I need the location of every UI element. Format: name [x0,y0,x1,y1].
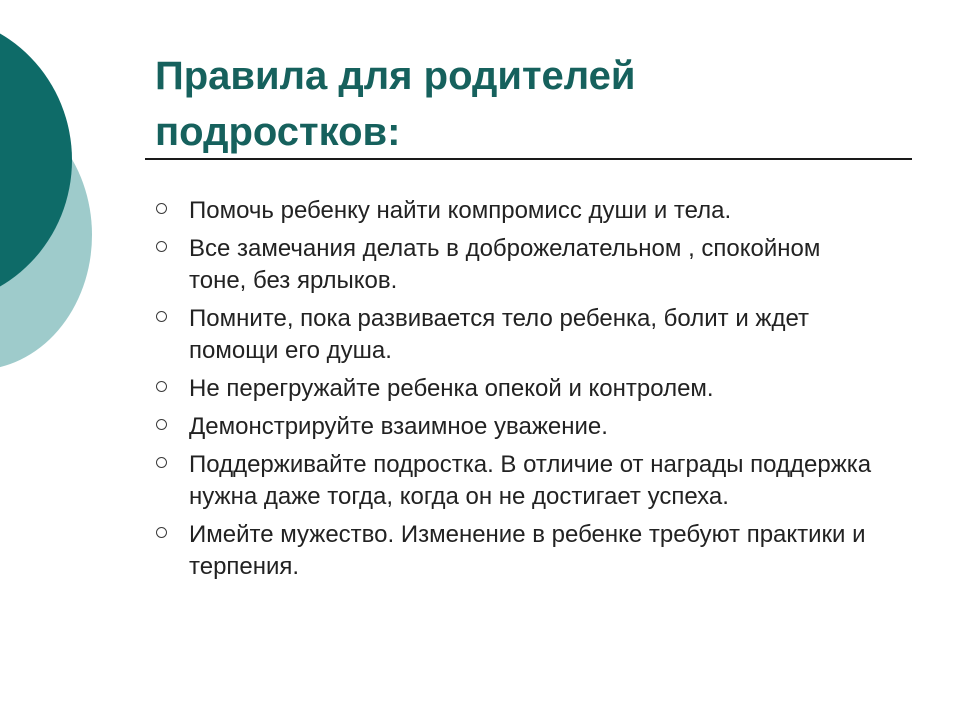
bullet-item-7 [152,519,872,583]
bullet-item-6 [152,449,872,513]
hollow-circle-icon [156,527,167,538]
slide-title [155,48,895,160]
hollow-circle-icon [156,311,167,322]
bullet-text-1: Помочь ребенку найти компромисс души и тела. [189,197,732,224]
bullet-item-2 [152,233,872,297]
bullet-text-2: Все замечания делать в доброжелательном , спокойном тоне, без ярлыков. [189,235,821,294]
hollow-circle-icon [156,381,167,392]
bullet-item-1 [152,195,872,227]
bullet-text-7: Имейте мужество. Изменение в ребенке требуют практики и терпения. [189,521,866,580]
hollow-circle-icon [156,419,167,430]
title-line-2: подростков: [155,110,401,154]
bullet-item-3 [152,303,872,367]
bullet-text-4: Не перегружайте ребенка опекой и контролем. [189,375,714,402]
hollow-circle-icon [156,241,167,252]
bullet-text-5: Демонстрируйте взаимное уважение. [189,413,608,440]
bullet-text-6: Поддерживайте подростка. В отличие от награды поддержка нужна даже тогда, когда он не достигает успеха. [189,451,872,510]
bullet-item-4 [152,373,872,405]
bullet-list [152,195,872,589]
hollow-circle-icon [156,457,167,468]
bullet-text-3: Помните, пока развивается тело ребенка, болит и ждет помощи его душа. [189,305,809,364]
hollow-circle-icon [156,203,167,214]
title-divider [145,158,912,160]
title-line-1: Правила для родителей [155,54,636,98]
bullet-item-5 [152,411,872,443]
